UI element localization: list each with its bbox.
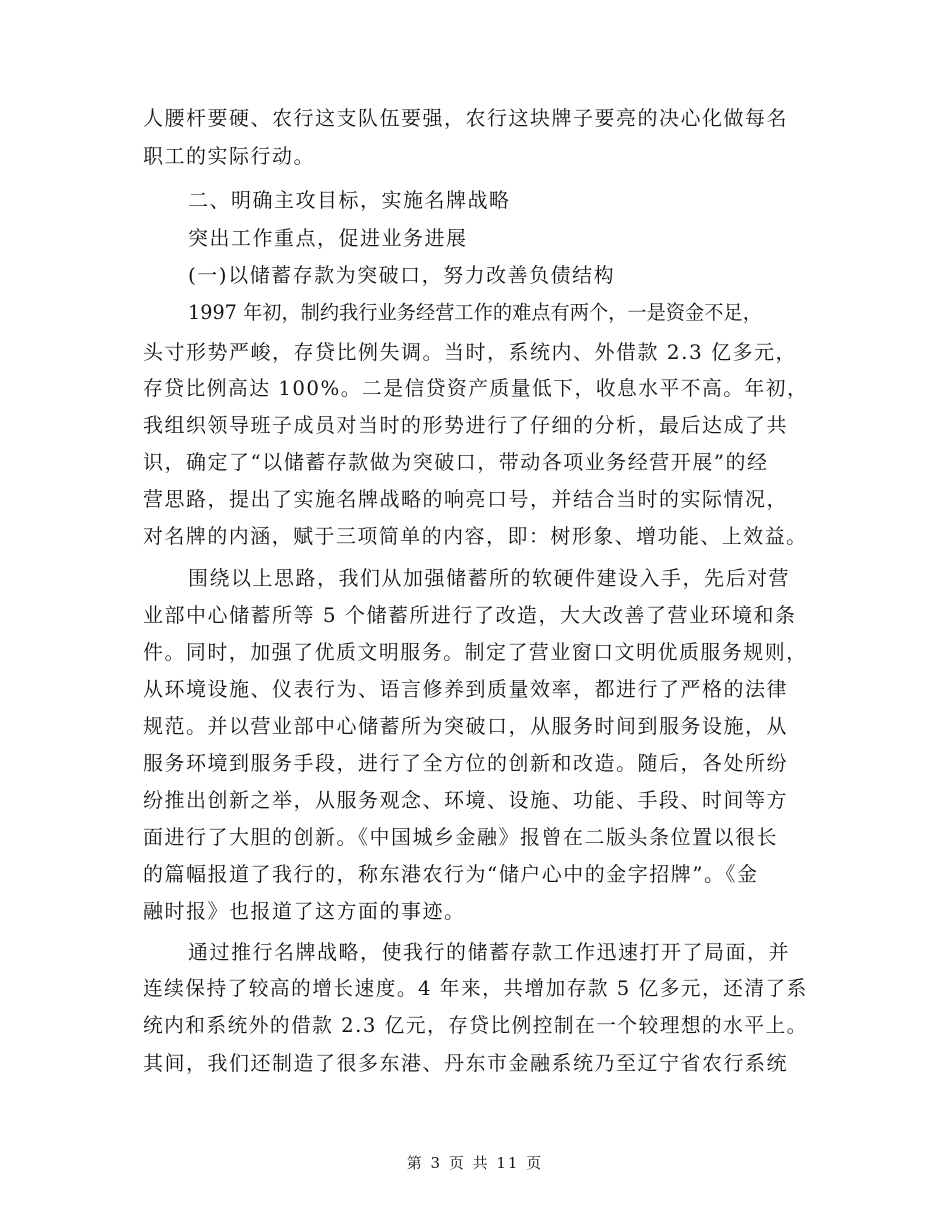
- text-line: 统内和系统外的借款 2.3 亿元，存贷比例控制在一个较理想的水平上。: [143, 1014, 808, 1037]
- text-line: 融时报》也报道了这方面的事迹。: [143, 899, 466, 923]
- text-line: 业部中心储蓄所等 5 个储蓄所进行了改造，大大改善了营业环境和条: [143, 603, 797, 627]
- text-line: 围绕以上思路，我们从加强储蓄所的软硬件建设入手，先后对营: [188, 566, 790, 590]
- text-line: 服务环境到服务手段，进行了全方位的创新和改造。随后，各处所纷: [143, 751, 788, 775]
- text-line: 识，确定了“以储蓄存款做为突破口，带动各项业务经营开展”的经: [143, 450, 769, 474]
- text-line: 职工的实际行动。: [143, 144, 315, 168]
- text-line: 其间，我们还制造了很多东港、丹东市金融系统乃至辽宁省农行系统: [143, 1051, 788, 1075]
- text-line: 1997 年初，制约我行业务经营工作的难点有两个，一是资金不足，: [188, 301, 762, 324]
- text-line: 通过推行名牌战略，使我行的储蓄存款工作迅速打开了局面，并: [188, 940, 790, 964]
- text-line: 面进行了大胆的创新。《中国城乡金融》报曾在二版头条位置以很长: [143, 825, 778, 849]
- text-line: 人腰杆要硬、农行这支队伍要强，农行这块牌子要亮的决心化做每名: [143, 106, 788, 130]
- subsection-heading: 突出工作重点，促进业务进展: [188, 226, 468, 250]
- text-line: 我组织领导班子成员对当时的形势进行了仔细的分析，最后达成了共: [143, 413, 788, 437]
- text-line: 头寸形势严峻，存贷比例失调。当时，系统内、外借款 2.3 亿多元，: [143, 340, 798, 364]
- text-line: 营思路，提出了实施名牌战略的响亮口号，并结合当时的实际情况，: [143, 487, 788, 511]
- text-line: 从环境设施、仪表行为、语言修养到质量效率，都进行了严格的法律: [143, 677, 788, 701]
- text-line: 对名牌的内涵，赋于三项简单的内容，即：树形象、增功能、上效益。: [143, 524, 808, 548]
- page-number-footer: 第 3 页 共 11 页: [406, 1154, 544, 1172]
- text-line: 规范。并以营业部中心储蓄所为突破口，从服务时间到服务设施，从: [143, 714, 788, 738]
- section-heading: 二、明确主攻目标，实施名牌战略: [188, 188, 511, 212]
- text-line: 存贷比例高达 100%。二是信贷资产质量低下，收息水平不高。年初，: [143, 377, 809, 400]
- text-line: 的篇幅报道了我行的，称东港农行为“储户心中的金字招牌”。《金: [143, 862, 759, 886]
- text-line: 纷推出创新之举，从服务观念、环境、设施、功能、手段、时间等方: [143, 788, 788, 812]
- text-line: 件。同时，加强了优质文明服务。制定了营业窗口文明优质服务规则，: [143, 640, 808, 664]
- text-line: 连续保持了较高的增长速度。4 年来，共增加存款 5 亿多元，还清了系: [143, 977, 808, 1000]
- subsection-heading: (一)以储蓄存款为突破口，努力改善负债结构: [188, 263, 616, 287]
